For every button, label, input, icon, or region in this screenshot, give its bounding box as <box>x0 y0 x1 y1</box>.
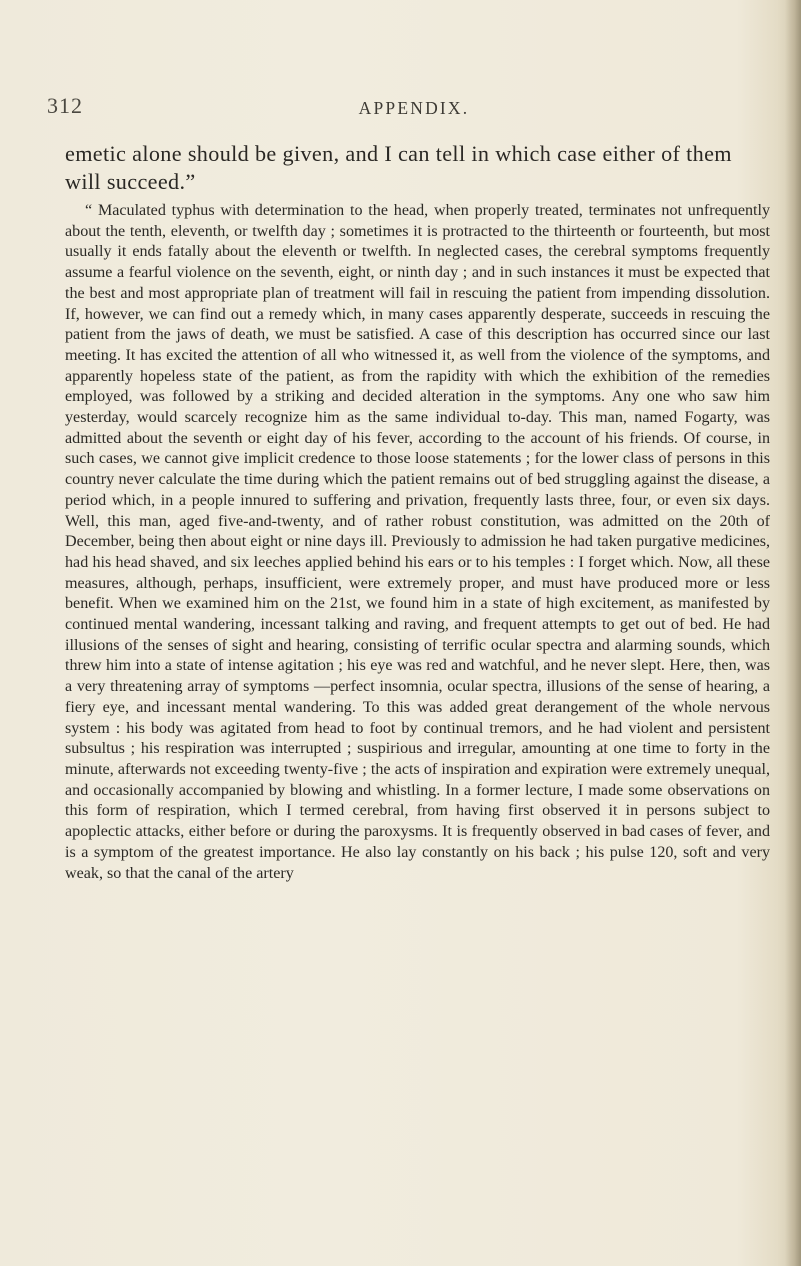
body-paragraph: “ Maculated typhus with determination to the head, when properly treated, terminates not unfrequently about the tenth, eleventh, or twelfth day ; sometimes it is protracted to the thirteenth or fourteenth, but most usually it ends fatally about the eleventh or twelfth. In neglected cases, the cerebral symptoms frequently assume a fearful violence on the seventh, eight, or ninth day ; and in such instances it must be expected that the best and most appropriate plan of treatment will fail in rescuing the patient from impending dissolution. If, however, we can find out a remedy which, in many cases apparently desperate, succeeds in rescuing the patient from the jaws of death, we must be satisfied. A case of this description has occurred since our last meeting. It has excited the attention of all who witnessed it, as well from the violence of the symptoms, and apparently hopeless state of the patient, as from the rapidity with which the exhibition of the remedies employed, was followed by a striking and decided alteration in the symptoms. Any one who saw him yesterday, would scarcely recognize him as the same individual to-day. This man, named Fogarty, was admitted about the seventh or eight day of his fever, according to the account of his friends. Of course, in such cases, we cannot give implicit credence to those loose statements ; for the lower class of persons in this country never calculate the time during which the patient remains out of bed struggling against the disease, a period which, in a people innured to suffering and privation, frequently lasts three, four, or even six days. Well, this man, aged five-and-twenty, and of rather robust constitution, was admitted on the 20th of December, being then about eight or nine days ill. Previously to admission he had taken purgative medicines, had his head shaved, and six leeches applied behind his ears or to his temples : I forget which. Now, all these measures, although, perhaps, insufficient, were extremely proper, and must have produced more or less benefit. When we examined him on the 21st, we found him in a state of high excitement, as manifested by continued mental wandering, incessant talking and raving, and frequent attempts to get out of bed. He had illusions of the senses of sight and hearing, consisting of terrific ocular spectra and alarming sounds, which threw him into a state of intense agitation ; his eye was red and watchful, and he never slept. Here, then, was a very threatening array of symptoms —perfect insomnia, ocular spectra, illusions of the sense of hearing, a fiery eye, and incessant mental wandering. To this was added great derangement of the whole nervous system : his body was agitated from head to foot by continual tremors, and he had violent and persistent subsultus ; his respiration was interrupted ; suspirious and irregular, amounting at one time to forty in the minute, afterwards not exceeding twenty-five ; the acts of inspiration and expiration were extremely unequal, and occasionally accompanied by blowing and whistling. In a former lecture, I made some observations on this form of respiration, which I termed cerebral, from having first observed it in persons subject to apoplectic attacks, either before or during the paroxysms. It is frequently observed in bad cases of fever, and is a symptom of the greatest importance. He also lay constantly on his back ; his pulse 120, soft and very weak, so that the canal of the artery <box>65 202 770 882</box>
page-edge-shadow <box>785 0 801 1266</box>
quote-continuation: emetic alone should be given, and I can tell in which case either of them will succeed.” <box>65 141 732 194</box>
running-head: APPENDIX. <box>358 98 470 118</box>
page-number: 312 <box>47 93 83 118</box>
